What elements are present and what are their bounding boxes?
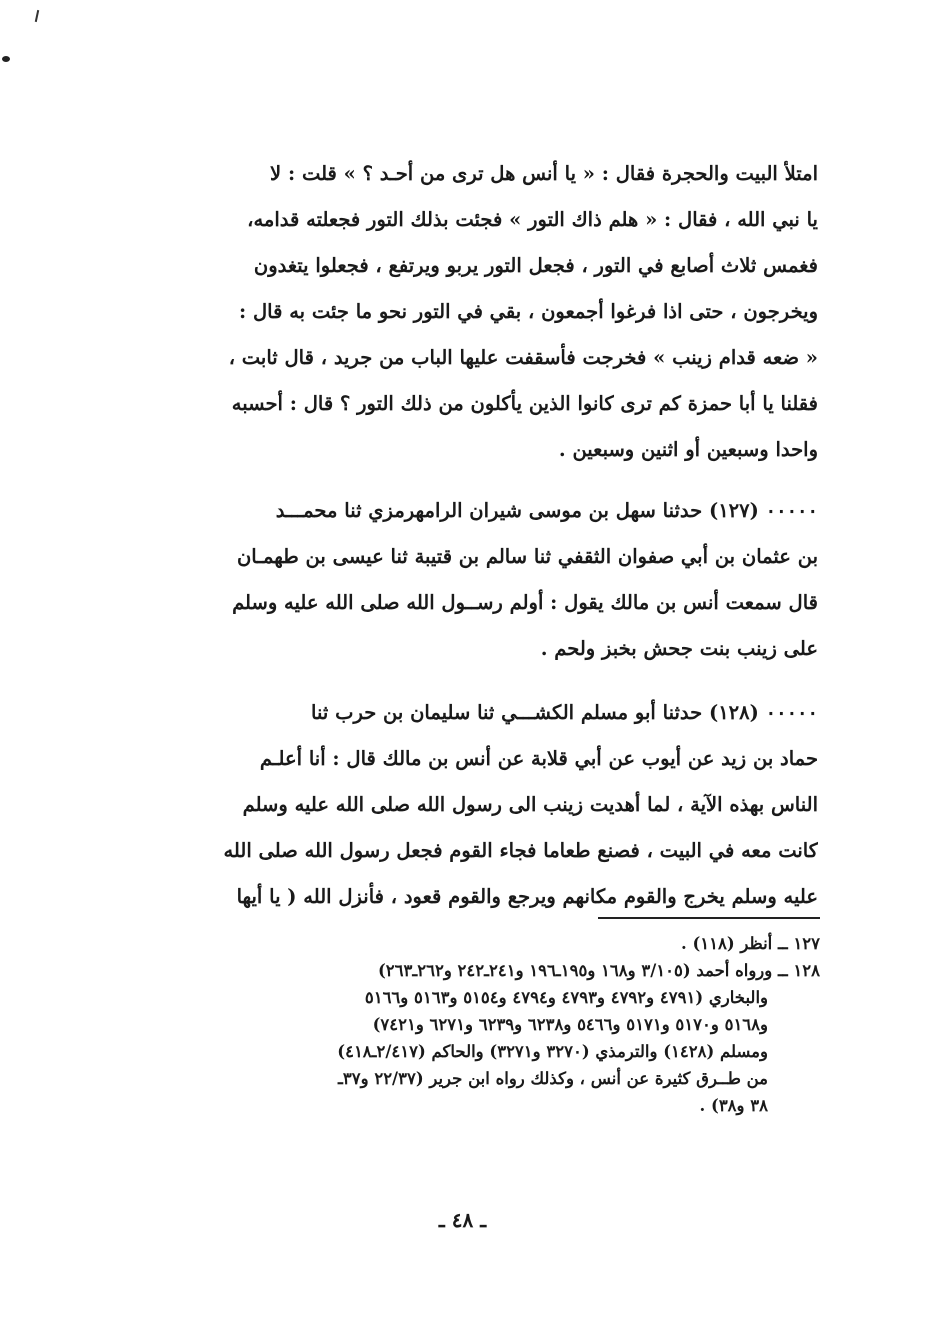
footnotes	[110, 930, 820, 1119]
text-line: « ضعه قدام زينب » فخرجت فأسقفت عليها الباب من جريد ، قال ثابت ،	[228, 346, 818, 369]
text-line: فغمس ثلاث أصابع في التور ، فجعل التور يربو ويرتفع ، فجعلوا يتغدون	[253, 254, 818, 277]
scan-mark	[35, 10, 39, 22]
paragraph-128	[118, 690, 818, 920]
scan-mark	[2, 56, 10, 62]
text-line: ويخرجون ، حتى اذا فرغوا أجمعون ، بقي في التور نحو ما جئت به قال :	[238, 300, 818, 323]
text-line: امتلأ البيت والحجرة فقال : « يا أنس هل ترى من أحـد ؟ » قلت : لا	[270, 162, 818, 185]
footnote-line: ١٢٧ ــ أنظر (١١٨) .	[680, 934, 820, 953]
text-line: كانت معه في البيت ، فصنع طعاما فجاء القوم فجعل رسول الله صلى الله	[223, 839, 818, 862]
text-line: بن عثمان بن أبي صفوان الثقفي ثنا سالم بن قتيبة ثنا عيسى بن طهمـان	[236, 545, 818, 568]
text-line: الناس بهذه الآية ، لما أهديت زينب الى رسول الله صلى الله عليه وسلم	[242, 793, 818, 816]
text-line: ٠٠٠٠٠ (١٢٧) حدثنا سهل بن موسى شيران الرامهرمزي ثنا محمـــد	[275, 499, 818, 522]
text-line: على زينب بنت جحش بخبز ولحم .	[540, 637, 818, 660]
footnote-line: ٣٨ و٣٨) .	[699, 1096, 768, 1115]
text-line: فقلنا يا أبا حمزة كم ترى كانوا الذين يأكلون من ذلك التور ؟ قال : أحسبه	[231, 392, 818, 415]
text-line: ٠٠٠٠٠ (١٢٨) حدثنا أبو مسلم الكشـــي ثنا سليمان بن حرب ثنا	[311, 701, 818, 724]
text-line: واحدا وسبعين أو اثنين وسبعين .	[558, 438, 818, 461]
text-line: يا نبي الله ، فقال : « هلم ذاك التور » فجئت بذلك التور فجعلته قدامه،	[247, 208, 818, 231]
text-line: قال سمعت أنس بن مالك يقول : أولم رســول الله صلى الله عليه وسلم	[232, 591, 818, 614]
paragraph-1	[118, 151, 818, 473]
footnote-line: من طــرق كثيرة عن أنس ، وكذلك رواه ابن جرير (٢٢/٣٧ و٣٧ـ	[338, 1069, 768, 1088]
footnote-line: و٥١٦٨ و٥١٧٠ و٥١٧١ و٥٤٦٦ و٦٢٣٨ و٦٢٣٩ و٦٢٧١ و٧٤٢١)	[372, 1015, 768, 1034]
footnote-line: ومسلم (١٤٢٨) والترمذي (٣٢٧٠ و٣٢٧١) والحاكم (٢/٤١٧ـ٤١٨)	[337, 1042, 768, 1061]
footnote-divider	[598, 917, 820, 919]
paragraph-127	[118, 488, 818, 672]
footnote-line: والبخاري (٤٧٩١ و٤٧٩٢ و٤٧٩٣ و٤٧٩٤ و٥١٥٤ و٥١٦٣ و٥١٦٦	[364, 988, 768, 1007]
text-line: عليه وسلم يخرج والقوم مكانهم ويرجع والقوم قعود ، فأنزل الله ( يا أيها	[236, 885, 818, 908]
page-number: ـ ٤٨ ـ	[438, 1208, 487, 1232]
footnote-line: ١٢٨ ــ ورواه أحمد (٣/١٠٥ و١٦٨ و١٩٥ـ١٩٦ و٢٤١ـ٢٤٢ و٢٦٢ـ٢٦٣)	[377, 961, 820, 980]
text-line: حماد بن زيد عن أيوب عن أبي قلابة عن أنس بن مالك قال : أنا أعلـم	[259, 747, 818, 770]
